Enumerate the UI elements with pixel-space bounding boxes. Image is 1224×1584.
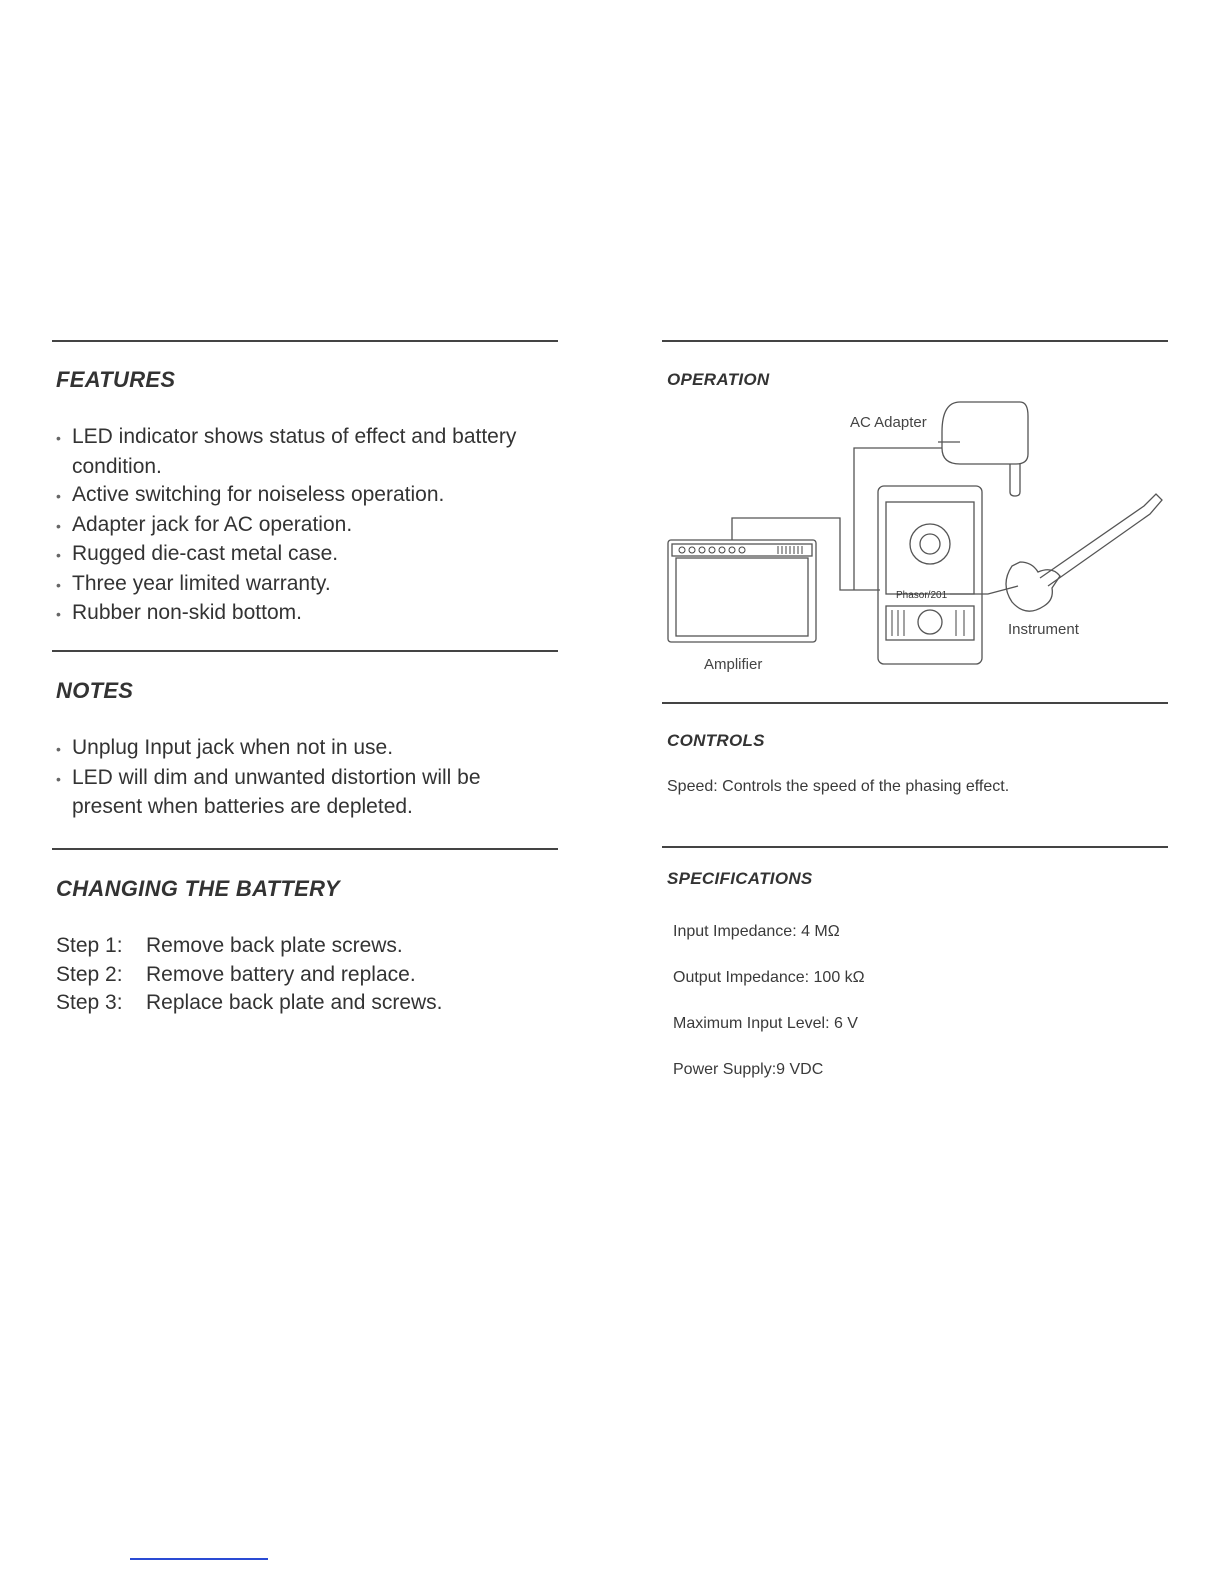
ac-adapter-label: AC Adapter — [850, 414, 927, 431]
ac-adapter-icon — [942, 402, 1028, 464]
battery-rule — [52, 848, 558, 850]
controls-speed-text: Speed: Controls the speed of the phasing effect. — [667, 778, 1010, 795]
operation-rule — [662, 340, 1168, 342]
list-item: • Adapter jack for AC operation. — [56, 512, 353, 536]
features-list — [56, 423, 556, 629]
controls-rule — [662, 702, 1168, 704]
specifications-title: SPECIFICATIONS — [667, 869, 813, 888]
controls-title: CONTROLS — [667, 731, 765, 750]
features-rule — [52, 340, 558, 342]
step-item: Step 2: Remove battery and replace. — [56, 962, 416, 986]
list-item: • Three year limited warranty. — [56, 571, 331, 595]
notes-list — [56, 734, 556, 822]
battery-steps — [56, 932, 443, 1018]
list-item: • LED indicator shows status of effect and battery condition. — [56, 425, 517, 478]
notes-rule — [52, 650, 558, 652]
spec-item: Output Impedance: 100 kΩ — [673, 969, 865, 986]
step-item: Step 3: Replace back plate and screws. — [56, 991, 443, 1014]
list-item: • Rubber non-skid bottom. — [56, 601, 302, 624]
list-item: • Unplug Input jack when not in use. — [56, 736, 394, 759]
amplifier-icon — [668, 540, 816, 642]
list-item: • Rugged die-cast metal case. — [56, 542, 339, 565]
features-title: FEATURES — [56, 367, 176, 392]
list-item: • LED will dim and unwanted distortion will be present when batteries are depleted. — [56, 765, 481, 818]
specifications-rule — [662, 846, 1168, 848]
instrument-label: Instrument — [1008, 621, 1079, 638]
list-item: • Active switching for noiseless operation. — [56, 483, 445, 506]
operation-diagram — [660, 396, 1170, 686]
notes-title: NOTES — [56, 678, 134, 703]
spec-item: Maximum Input Level: 6 V — [673, 1015, 858, 1032]
specifications-list — [673, 922, 865, 1106]
pedal-icon — [878, 486, 982, 664]
footer-rule — [130, 1558, 268, 1560]
spec-item: Power Supply:9 VDC — [673, 1061, 824, 1078]
battery-title: CHANGING THE BATTERY — [56, 876, 340, 901]
spec-item: Input Impedance: 4 MΩ — [673, 923, 840, 940]
pedal-label: Phasor/201 — [896, 590, 948, 601]
amplifier-label: Amplifier — [704, 656, 763, 673]
operation-title: OPERATION — [667, 370, 770, 389]
step-item: Step 1: Remove back plate screws. — [56, 934, 403, 957]
